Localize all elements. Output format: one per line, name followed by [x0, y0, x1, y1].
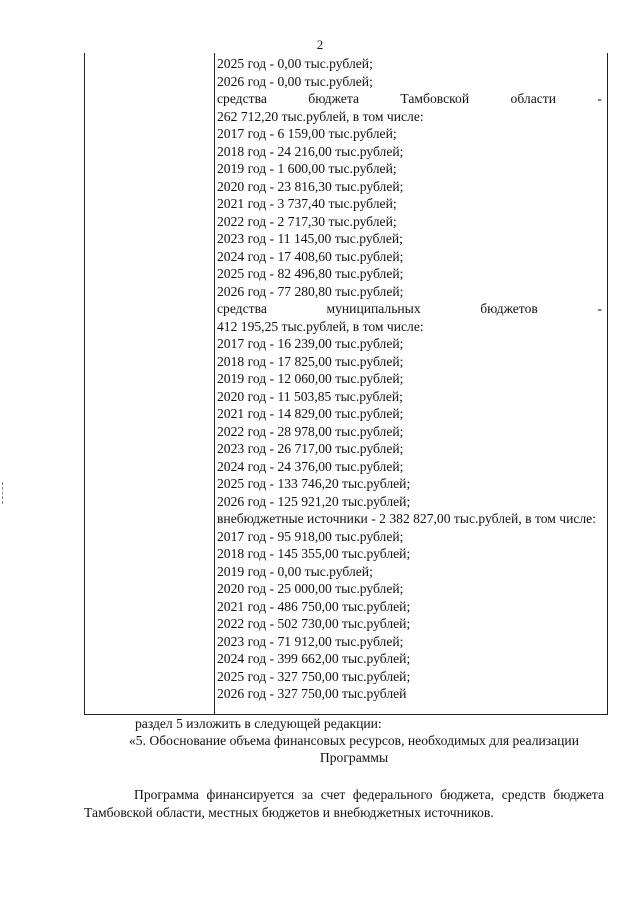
table-line: 2017 год - 95 918,00 тыс.рублей;	[217, 528, 404, 544]
table-line: 2022 год - 502 730,00 тыс.рублей;	[217, 616, 411, 631]
table-line: 2022 год - 2 717,30 тыс.рублей;	[217, 213, 397, 229]
table-line: 2018 год - 17 825,00 тыс.рублей;	[217, 353, 404, 369]
budget-table	[84, 53, 608, 715]
table-line: средства муниципальных бюджетов -	[217, 301, 602, 316]
table-line: 2018 год - 145 355,00 тыс.рублей;	[217, 546, 411, 561]
table-line: 2025 год - 327 750,00 тыс.рублей;	[217, 668, 411, 684]
table-line: 2018 год - 24 216,00 тыс.рублей;	[217, 143, 404, 159]
table-line: 2019 год - 12 060,00 тыс.рублей;	[217, 371, 404, 386]
table-line: 2021 год - 486 750,00 тыс.рублей;	[217, 598, 411, 614]
table-line: 2021 год - 14 829,00 тыс.рублей;	[217, 406, 404, 421]
section-heading: «5. Обоснование объема финансовых ресурсов, необходимых для реализации Программы	[128, 733, 579, 765]
table-line: 2020 год - 23 816,30 тыс.рублей;	[217, 178, 404, 194]
table-line: 2023 год - 11 145,00 тыс.рублей;	[217, 231, 403, 246]
table-line: 2026 год - 0,00 тыс.рублей;	[217, 73, 373, 89]
table-line: 2020 год - 25 000,00 тыс.рублей;	[217, 581, 404, 596]
scan-margin-mark	[2, 482, 6, 504]
table-column-divider	[214, 53, 215, 714]
table-line: 2022 год - 28 978,00 тыс.рублей;	[217, 423, 404, 439]
table-line: 2024 год - 24 376,00 тыс.рублей;	[217, 458, 404, 474]
body-paragraph: Программа финансируется за счет федерального бюджета, средств бюджета Тамбовской области, местных бюджетов и внебюджетных источников.	[84, 787, 604, 820]
edit-instruction: раздел 5 изложить в следующей редакции:	[135, 716, 382, 731]
table-line: 2024 год - 17 408,60 тыс.рублей;	[217, 248, 404, 264]
table-line: 2026 год - 125 921,20 тыс.рублей;	[217, 493, 411, 509]
table-line: 2025 год - 82 496,80 тыс.рублей;	[217, 266, 404, 281]
table-line: средства бюджета Тамбовской области -	[217, 91, 602, 106]
table-line: внебюджетные источники - 2 382 827,00 тыс.рублей, в том числе:	[217, 511, 596, 526]
table-line: 2025 год - 0,00 тыс.рублей;	[217, 56, 373, 71]
table-line: 412 195,25 тыс.рублей, в том числе:	[217, 318, 424, 334]
table-line: 262 712,20 тыс.рублей, в том числе:	[217, 108, 424, 124]
funding-sources-cell	[217, 55, 602, 703]
table-line: 2020 год - 11 503,85 тыс.рублей;	[217, 388, 403, 404]
table-line: 2023 год - 26 717,00 тыс.рублей;	[217, 441, 404, 456]
table-line: 2017 год - 16 239,00 тыс.рублей;	[217, 336, 404, 351]
table-line: 2026 год - 77 280,80 тыс.рублей;	[217, 283, 404, 299]
table-line: 2019 год - 0,00 тыс.рублей;	[217, 563, 373, 579]
table-line: 2025 год - 133 746,20 тыс.рублей;	[217, 476, 411, 491]
table-line: 2019 год - 1 600,00 тыс.рублей;	[217, 161, 397, 176]
page-number: 2	[316, 37, 324, 52]
table-line: 2026 год - 327 750,00 тыс.рублей	[217, 686, 407, 701]
table-line: 2024 год - 399 662,00 тыс.рублей;	[217, 651, 411, 666]
table-line: 2017 год - 6 159,00 тыс.рублей;	[217, 126, 397, 141]
table-line: 2021 год - 3 737,40 тыс.рублей;	[217, 196, 397, 211]
table-line: 2023 год - 71 912,00 тыс.рублей;	[217, 633, 404, 649]
